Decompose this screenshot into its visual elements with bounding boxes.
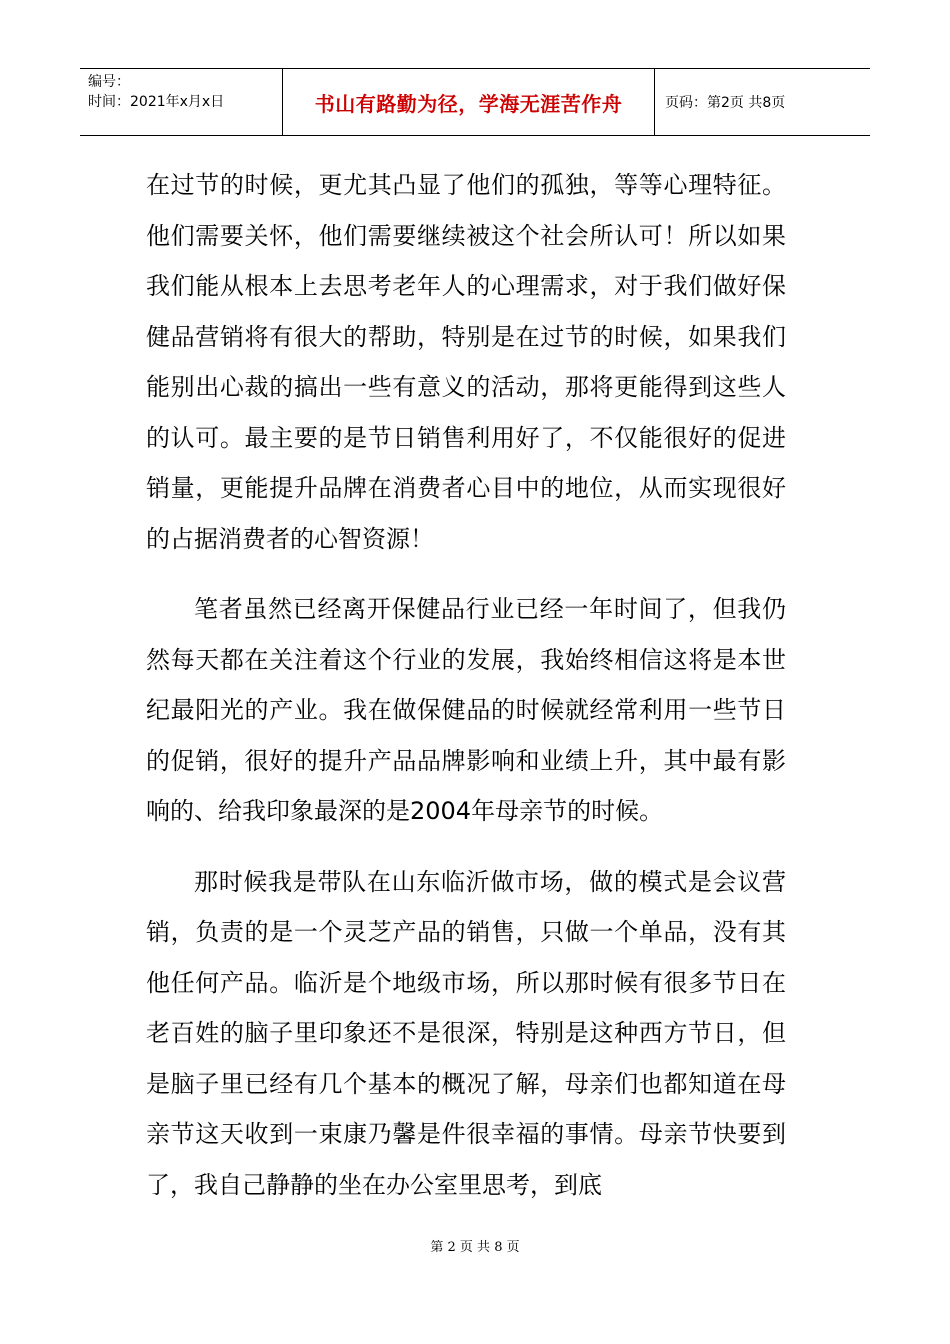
header-motto: 书山有路勤为径，学海无涯苦作舟 <box>283 69 655 135</box>
header-meta <box>80 69 283 135</box>
header-page-info: 页码：第2页 共8页 <box>665 95 786 111</box>
document-body <box>146 160 786 1210</box>
document-number-label: 编号： <box>88 74 130 90</box>
document-date-label: 时间：2021年x月x日 <box>88 94 225 110</box>
page-footer: 第 2 页 共 8 页 <box>430 1240 520 1255</box>
body-paragraph-2: 笔者虽然已经离开保健品行业已经一年时间了，但我仍然每天都在关注着这个行业的发展，我始终相信这将是本世纪最阳光的产业。我在做保健品的时候就经常利用一些节日的促销，很好的提升产品品牌影响和业绩上升，其中最有影响的、给我印象最深的是2004年母亲节的时候。 <box>146 595 786 825</box>
body-paragraph-1: 在过节的时候，更尤其凸显了他们的孤独，等等心理特征。他们需要关怀，他们需要继续被这个社会所认可！所以如果我们能从根本上去思考老年人的心理需求，对于我们做好保健品营销将有很大的帮助，特别是在过节的时候，如果我们能别出心裁的搞出一些有意义的活动，那将更能得到这些人的认可。最主要的是节日销售利用好了，不仅能很好的促进销量，更能提升品牌在消费者心目中的地位，从而实现很好的占据消费者的心智资源！ <box>146 171 786 553</box>
page-header <box>80 68 870 136</box>
body-paragraph-3: 那时候我是带队在山东临沂做市场，做的模式是会议营销，负责的是一个灵芝产品的销售，只做一个单品，没有其他任何产品。临沂是个地级市场，所以那时候有很多节日在老百姓的脑子里印象还不是很深，特别是这种西方节日，但是脑子里已经有几个基本的概况了解，母亲们也都知道在母亲节这天收到一束康乃馨是件很幸福的事情。母亲节快要到了，我自己静静的坐在办公室里思考，到底 <box>146 867 786 1199</box>
